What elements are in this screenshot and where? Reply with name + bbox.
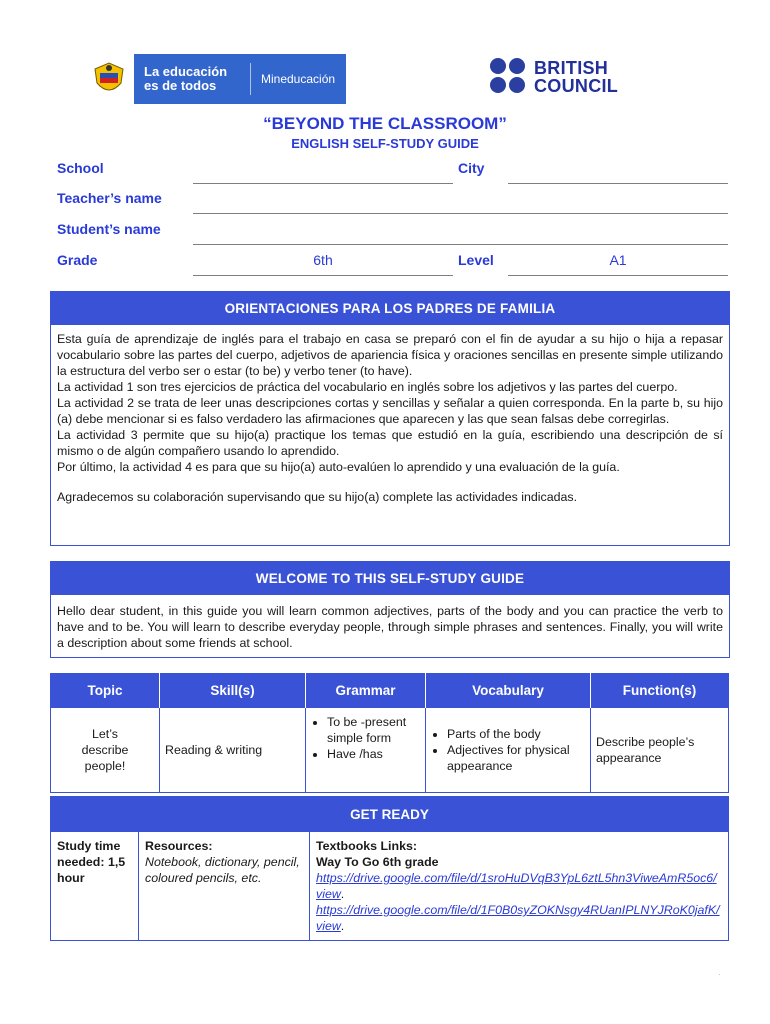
vocabulary-cell xyxy=(426,708,591,793)
textbook-link-1[interactable]: https://drive.google.com/file/d/1sroHuDVqB3YpL6ztL5hn3ViweAmR5oc6/view xyxy=(316,871,717,901)
grade-field[interactable] xyxy=(193,275,453,276)
grammar-header: Grammar xyxy=(306,674,426,708)
student-label: Student’s name xyxy=(57,221,161,237)
table-header-row xyxy=(51,674,729,708)
level-label: Level xyxy=(458,252,494,268)
get-ready-table xyxy=(50,796,729,941)
resources-cell xyxy=(139,832,310,941)
british-council-logo xyxy=(490,56,630,98)
get-ready-header-row xyxy=(51,797,729,832)
vocabulary-header: Vocabulary xyxy=(426,674,591,708)
skills-header: Skill(s) xyxy=(160,674,306,708)
city-field[interactable] xyxy=(508,183,728,184)
welcome-text: Hello dear student, in this guide you will learn common adjectives, parts of the body and you can practice the verb to have and to be. You will learn to describe everyday people, through simple phrases and sentences. Finally, you will write a description about some friends at school. xyxy=(57,604,723,650)
parents-paragraph: La actividad 2 se trata de leer unas descripciones cortas y sencillas y señalar a quien corresponda. En la parte b, su hijo (a) debe mencionar si es falso verdadero las afirmaciones que aparecen y las que sean falsas debe corregirlas. xyxy=(57,396,723,426)
skills-cell: Reading & writing xyxy=(160,708,306,793)
ministry-name: Mineducación xyxy=(261,72,336,86)
parents-paragraph: Esta guía de aprendizaje de inglés para el trabajo en casa se preparó con el fin de ayudar a su hijo o hija a repasar vocabulario sobre las partes del cuerpo, adjetivos de apariencia física y oraciones sencillas en presente simple utilizando la estructura del verbo ser o estar (to be) y verbo tener (to have). xyxy=(57,332,723,378)
parents-heading: ORIENTACIONES PARA LOS PADRES DE FAMILIA xyxy=(51,292,729,325)
school-field[interactable] xyxy=(193,183,453,184)
functions-cell: Describe people’s appearance xyxy=(591,708,729,793)
city-label: City xyxy=(458,160,485,176)
parents-paragraph: La actividad 3 permite que su hijo(a) practique los temas que estudió en la guía, escribiendo una descripción de sí mismo o de algún compañero usando lo aprendido. xyxy=(57,428,723,458)
bc-dots-icon xyxy=(490,58,528,96)
table-row xyxy=(51,832,729,941)
welcome-section xyxy=(50,561,730,658)
gov-logo-divider xyxy=(250,63,251,95)
topic-header: Topic xyxy=(51,674,160,708)
parents-section xyxy=(50,291,730,546)
links-cell: Textbooks Links: Way To Go 6th grade https://drive.google.com/file/d/1sroHuDVqB3YpL6ztL5hn3ViweAmR5oc6/view. https://drive.google.com/file/d/1F0B0syZOKNsgy4RUanIPLNYJRoK0jafK/view. xyxy=(310,832,729,941)
page-subtitle: ENGLISH SELF-STUDY GUIDE xyxy=(291,136,479,151)
parents-paragraph: La actividad 1 son tres ejercicios de práctica del vocabulario en inglés sobre los adjetivos y las partes del cuerpo. xyxy=(57,380,678,394)
school-label: School xyxy=(57,160,104,176)
vocabulary-item: • Adjectives for physical appearance xyxy=(447,742,585,774)
grammar-cell xyxy=(306,708,426,793)
student-field[interactable] xyxy=(193,244,728,245)
level-field[interactable] xyxy=(508,275,728,276)
welcome-heading: WELCOME TO THIS SELF-STUDY GUIDE xyxy=(51,562,729,595)
grammar-item: • Have /has xyxy=(327,746,420,762)
parents-thanks: Agradecemos su colaboración supervisando que su hijo(a) complete las actividades indicadas. xyxy=(57,490,578,504)
vocabulary-item: • Parts of the body xyxy=(447,726,585,742)
topic-table xyxy=(50,673,729,793)
resources-list: Notebook, dictionary, pencil, coloured pencils, etc. xyxy=(145,855,300,885)
page-title: “BEYOND THE CLASSROOM” xyxy=(263,114,507,133)
topic-cell: Let’s describe people! xyxy=(51,708,160,793)
bc-logo-text xyxy=(534,59,618,95)
study-time-cell: Study time needed: 1,5 hour xyxy=(51,832,139,941)
teacher-field[interactable] xyxy=(193,213,728,214)
bc-line2: COUNCIL xyxy=(534,76,619,96)
functions-header: Function(s) xyxy=(591,674,729,708)
parents-body xyxy=(51,325,729,505)
resources-label: Resources: xyxy=(145,839,213,853)
table-row xyxy=(51,708,729,793)
teacher-label: Teacher’s name xyxy=(57,190,162,206)
bc-line1: BRITISH xyxy=(534,58,609,78)
grade-value: 6th xyxy=(313,252,333,268)
grammar-item: • To be -present simple form xyxy=(327,714,420,746)
gov-logo-text xyxy=(134,65,244,93)
grade-label: Grade xyxy=(57,252,98,268)
get-ready-heading: GET READY xyxy=(51,797,729,832)
gov-logo xyxy=(84,54,346,104)
level-value: A1 xyxy=(609,252,627,268)
links-label: Textbooks Links: xyxy=(316,839,417,853)
gov-logo-line1: La educación xyxy=(144,64,228,79)
textbook-name: Way To Go 6th grade xyxy=(316,855,439,869)
textbook-link-2[interactable]: https://drive.google.com/file/d/1F0B0syZOKNsgy4RUanIPLNYJRoK0jafK/view xyxy=(316,903,720,933)
coat-of-arms-icon xyxy=(84,54,134,104)
parents-paragraph: Por último, la actividad 4 es para que su hijo(a) auto-evalúen lo aprendido y una evaluación de la guía. xyxy=(57,460,620,474)
gov-logo-line2: es de todos xyxy=(144,78,217,93)
page-mark: · xyxy=(718,970,721,979)
